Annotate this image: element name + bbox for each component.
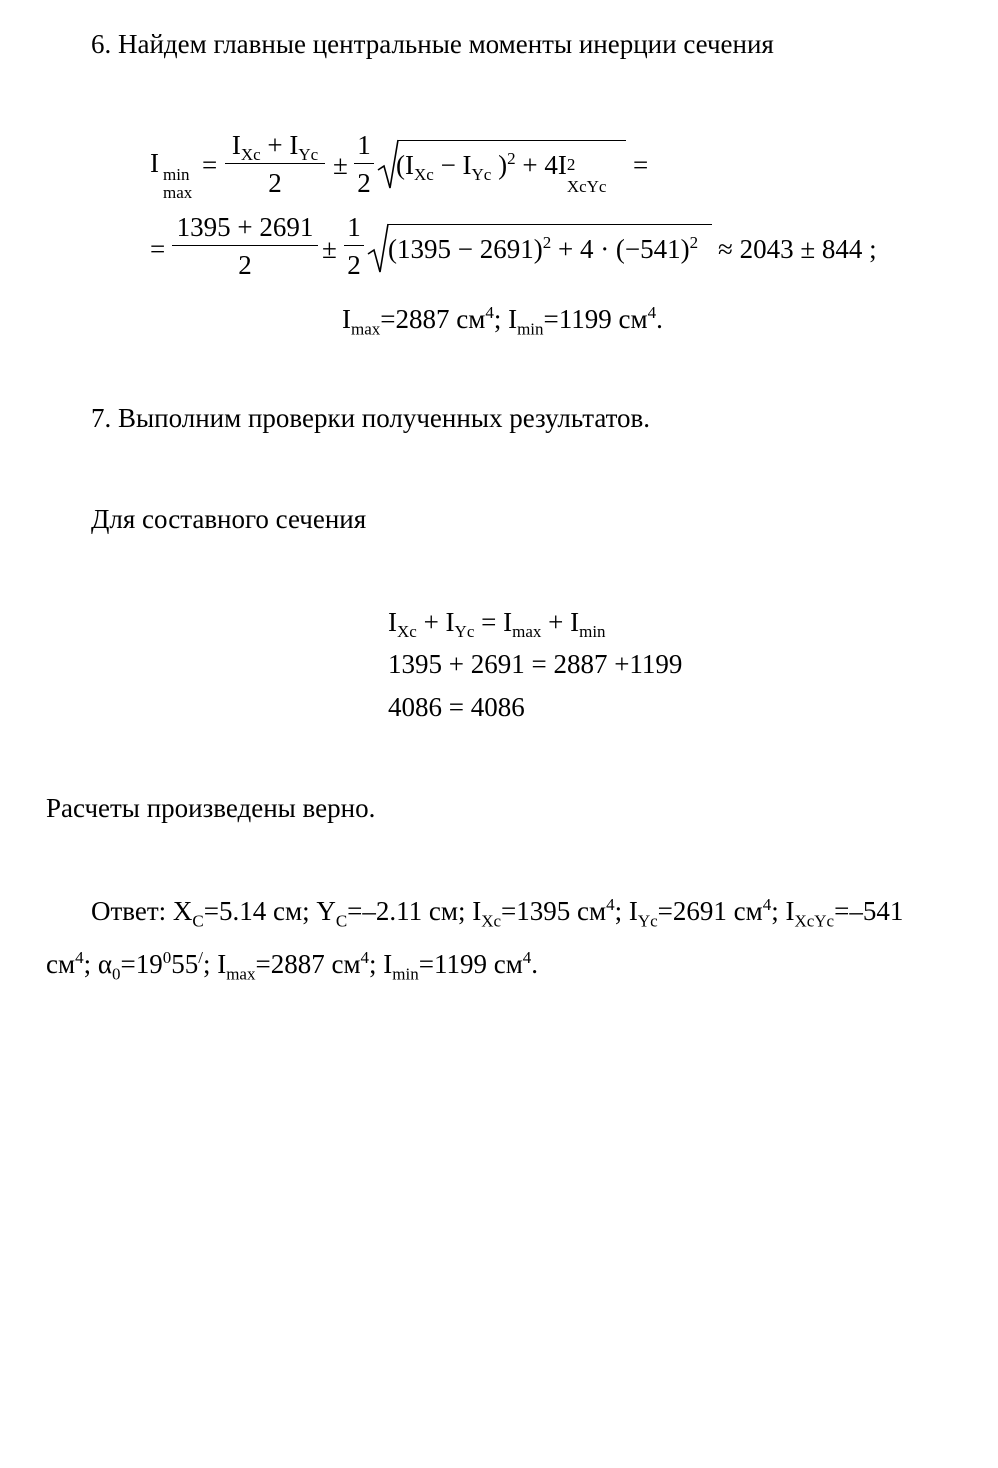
- formula-frac-sum-den: 2: [268, 168, 282, 198]
- check-line1: $I_{Xc} + I_{Yc} = I_{max} + I_{min}$: [388, 607, 606, 641]
- formula-radicand: ($I_{Xc} - I_{Yc}$ )$^2$ + 4I 2 XcYc: [396, 149, 607, 196]
- answer-line2: $см^4$; $\alpha_0=19^055^/$; $I_{max}=2887$ $см^4$; $I_{min}=1199$ $см^4$.: [46, 948, 539, 984]
- section7-heading: 7. Выполним проверки полученных результатов.: [91, 403, 651, 433]
- formula-lhs-min: min: [163, 165, 190, 184]
- formula-eq2: =: [150, 234, 166, 264]
- check-line2: 1395 + 2691 = 2887 +1199: [388, 649, 683, 679]
- formula-half: 1 2: [354, 132, 374, 197]
- formula-lhs-max: max: [163, 183, 193, 202]
- formula-pm2: ±: [322, 234, 337, 264]
- radical-bar: [398, 140, 626, 141]
- radical-sign-icon: [366, 222, 390, 276]
- check-line3: 4086 = 4086: [388, 692, 525, 722]
- formula-lhs-I: I: [150, 148, 159, 178]
- formula-eq-end: =: [633, 150, 649, 180]
- answer-line1: Ответ: $X_C=5.14$ см; $Y_C=-2.11$ см; $I_{Xc}=1395$ $см^4$; $I_{Yc}=2691$ $см^4$; $I_{XcYc}=-541$: [91, 895, 904, 931]
- formula-frac-sum-num: $I_{Xc} + I_{Yc}$: [231, 130, 319, 164]
- formula-pm: ±: [333, 150, 348, 180]
- formula-frac-values: 1395 + 2691 2: [172, 214, 318, 279]
- section6-heading: 6. Найдем главные центральные моменты инерции сечения: [91, 29, 774, 59]
- formula-radicand-values: $(1395 - 2691)^2 + 4 \cdot (-541)^2$: [388, 233, 699, 264]
- conclusion: Расчеты произведены верно.: [46, 793, 376, 823]
- formula-frac-sum: [225, 132, 325, 197]
- formula-approx: ≈ 2043 ± 844 ;: [718, 234, 877, 264]
- formula-eq1: =: [202, 150, 218, 180]
- section7-subheading: Для составного сечения: [91, 504, 367, 534]
- formula-half2: 1 2: [344, 214, 364, 279]
- radical-bar: [388, 224, 712, 225]
- section6-result: $I_{max}=2887$ $см^4$; $I_{min}=1199$ $см^4$.: [342, 303, 663, 339]
